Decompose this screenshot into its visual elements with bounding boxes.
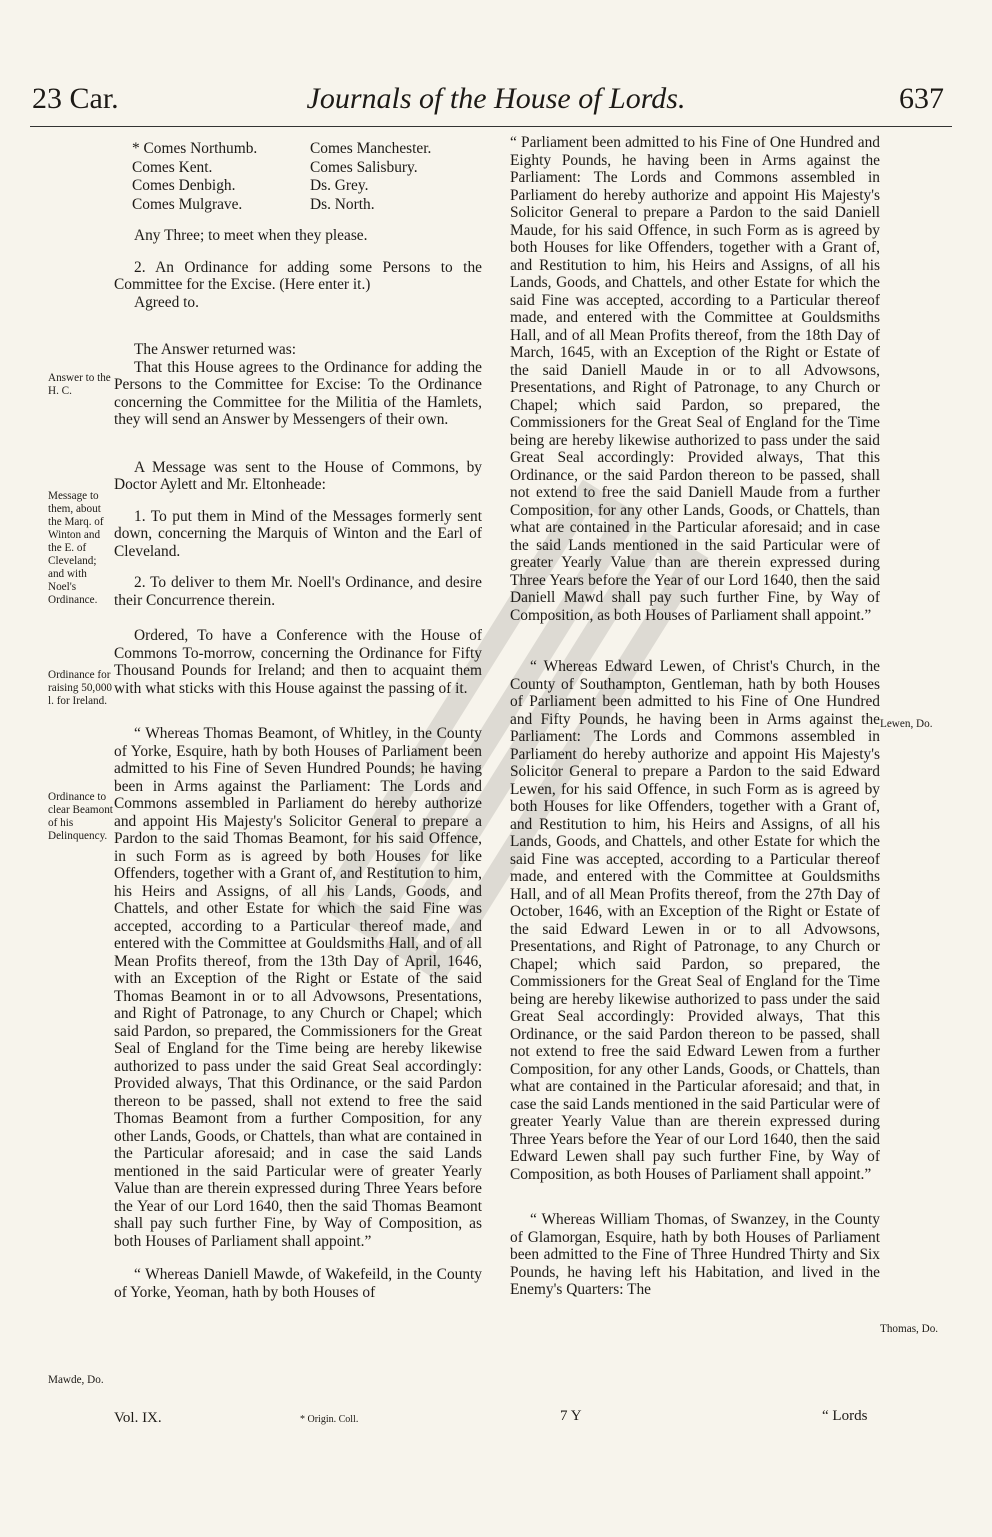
paragraph: 2. An Ordinance for adding some Persons to the Committee for the Excise. (Here enter it.) [114, 258, 482, 293]
margin-note: Answer to the H. C. [48, 372, 111, 397]
lord-name: * Comes Northumb. [132, 140, 258, 157]
volume-label: Vol. IX. [114, 1410, 162, 1426]
lord-name: Ds. North. [310, 195, 375, 213]
lord-name: Comes Salisbury. [310, 158, 418, 176]
right-column [510, 134, 880, 1299]
lords-list [132, 140, 482, 213]
regnal-year: 23 Car. [32, 82, 119, 115]
paragraph: “ Whereas Daniell Mawde, of Wakefeild, in the County of Yorke, Yeoman, hath by both Houses of [114, 1266, 482, 1301]
margin-note: Message to them, about the Marq. of Winton and the E. of Cleveland; and with Noel's Ordinance. [48, 490, 104, 606]
paragraph: “ Whereas William Thomas, of Swanzey, in the County of Glamorgan, Esquire, hath by both Houses of Parliament been admitted to the Fine of Three Hundred Thirty and Six Pounds, he having left his Habitation, and lived in the Enemy's Quarters: The [510, 1211, 880, 1298]
paragraph: “ Whereas Edward Lewen, of Christ's Church, in the County of Southampton, Gentleman, hath by both Houses of Parliament been admitted to his Fine of One Hundred and Fifty Pounds, he having been in Arms against the Parliament: The Lords and Commons assembled in Parliament do hereby authorize and appoint His Majesty's Solicitor General to prepare a Pardon to the said Edward Lewen, for his said Offence, in such Form as is agreed by both Houses for like Offenders, together with a Grant of, and Restitution to him, his Heirs and Assigns, of all his Lands, Goods, and Chattels, and other Estate for which the said Fine was accepted, according to a Particular thereof made, and entered with the Committee at Gouldsmiths Hall, and of all Mean Profits thereof, from the 27th Day of October, 1646, with an Exception of the Right or Estate of the said Edward Lewen in or to all Advowsons, Presentations, and Right of Patronage, to any Church or Chapel; which said Pardon, so prepared, the Commissioners for the Great Seal of England for the Time being are hereby likewise authorized to pass under the said Great Seal accordingly: Provided always, That this Ordinance, or the said Pardon thereon to be passed, shall not extend to free the said Edward Lewen from a further Composition, for any other Lands, Goods, or Chattels, than what are contained in the Particular aforesaid; and that, in case the said Lands mentioned in the said Particular were of greater Yearly Value than are therein expressed during Three Years before the Year of our Lord 1640, then the said Edward Lewen shall pay such further Fine, by Way of Composition, as both Houses of Parliament shall appoint.” [510, 658, 880, 1183]
paragraph: Ordered, To have a Conference with the House of Commons To-morrow, concerning the Ordinance for Fifty Thousand Pounds for Ireland; and then to acquaint them with what sticks with this House against the passing of it. [114, 627, 482, 697]
lord-name: Comes Kent. [132, 158, 213, 176]
margin-note: Lewen, Do. [880, 718, 933, 730]
paragraph: That this House agrees to the Ordinance for adding the Persons to the Committee for Excise: To the Ordinance concerning the Committee for the Militia of the Hamlets, they will send an Answer by Messengers of their own. [114, 358, 482, 428]
paragraph: 1. To put them in Mind of the Messages formerly sent down, concerning the Marquis of Winton and the Earl of Cleveland. [114, 507, 482, 560]
lord-name: Comes Denbigh. [132, 177, 236, 194]
catchword: “ Lords [822, 1408, 868, 1424]
margin-note: Ordinance for raising 50,000 l. for Ireland. [48, 669, 113, 707]
paragraph: Any Three; to meet when they please. [134, 227, 368, 244]
page-header [0, 82, 992, 122]
lord-name: Ds. Grey. [310, 177, 369, 194]
paragraph: “ Whereas Thomas Beamont, of Whitley, in the County of Yorke, Esquire, hath by both Houses of Parliament been admitted to his Fine of Seven Hundred Pounds; he having been in Arms against the Parliament: The Lords and Commons assembled in Parliament do hereby authorize and appoint His Majesty's Solicitor General to prepare a Pardon to the said Thomas Beamont, for his said Offence, in such Form as is agreed by both Houses for like Offenders, together with a Grant of, and Restitution to him, his Heirs and Assigns, of all his Lands, Goods, and Chattels, and other Estate for which the said Fine was accepted, according to a Particular thereof made, and entered with the Committee at Gouldsmiths Hall, and of all Mean Profits thereof, from the 13th Day of April, 1646, with an Exception of the Right or Estate of the said Thomas Beamont in or to all Advowsons, Presentations, and Right of Patronage, to any Church or Chapel; which said Pardon, so prepared, the Commissioners for the Great Seal of England for the Time being are hereby likewise authorized to pass under the said Great Seal accordingly: Provided always, That this Ordinance, or the said Pardon thereon to be passed, shall not extend to free the said Thomas Beamont from a further Composition, for any other Lands, Goods, or Chattels, than what are contained in the Particular aforesaid; and in case the said Lands mentioned in the said Particular were of greater Yearly Value than are therein expressed during Three Years before the Year of our Lord 1640, then the said Thomas Beamont shall pay such further Fine, by Way of Composition, as both Houses of Parliament shall appoint.” [114, 725, 482, 1250]
paragraph: The Answer returned was: [134, 341, 296, 358]
lord-name: Comes Manchester. [310, 140, 432, 157]
footnote: * Origin. Coll. [300, 1414, 359, 1425]
journal-title: Journals of the House of Lords. [306, 82, 686, 115]
paragraph: “ Parliament been admitted to his Fine of One Hundred and Eighty Pounds, he having been in Arms against the Parliament: The Lords and Commons assembled in Parliament do hereby authorize and appoint His Majesty's Solicitor General to prepare a Pardon to the said Daniell Maude, for his said Offence, in such Form as is agreed by both Houses for like Offenders, together with a Grant of, and Restitution to him, his Heirs and Assigns, of all his Lands, Goods, and Chattels, and other Estate for which the said Fine was accepted, according to a Particular thereof made, and entered with the Committee at Gouldsmiths Hall, and of all Mean Profits thereof, from the 18th Day of March, 1645, with an Exception of the Right or Estate of the said Daniell Maude in or to all Advowsons, Presentations, and Right of Patronage, to any Church or Chapel; which said Pardon, so prepared, the Commissioners for the Great Seal of England for the Time being are hereby likewise authorized to pass under the said Great Seal accordingly: Provided always, That this Ordinance, or the said Pardon thereon to be passed, shall not extend to free the said Daniell Maude from a further Composition, for any other Lands, Goods, or Chattels, than what are contained in the Particular aforesaid; and in case the said Lands mentioned in the said Particular were of greater Yearly Value than are therein expressed during Three Years before the Year of our Lord 1640, then the said Daniell Mawd shall pay such further Fine, by Way of Composition, as both Houses of Parliament shall appoint.” [510, 134, 880, 624]
signature-mark: 7 Y [560, 1408, 582, 1424]
paragraph: 2. To deliver to them Mr. Noell's Ordinance, and desire their Concurrence therein. [114, 574, 482, 609]
paragraph: A Message was sent to the House of Commons, by Doctor Aylett and Mr. Eltonheade: [114, 458, 482, 493]
margin-note: Thomas, Do. [880, 1323, 939, 1335]
header-rule [30, 126, 952, 127]
paragraph: Agreed to. [134, 293, 199, 311]
left-column [114, 140, 482, 1301]
margin-note: Mawde, Do. [48, 1374, 104, 1386]
page-number: 637 [899, 82, 944, 115]
margin-note: Ordinance to clear Beamont of his Delinquency. [48, 791, 113, 842]
lord-name: Comes Mulgrave. [132, 195, 243, 213]
